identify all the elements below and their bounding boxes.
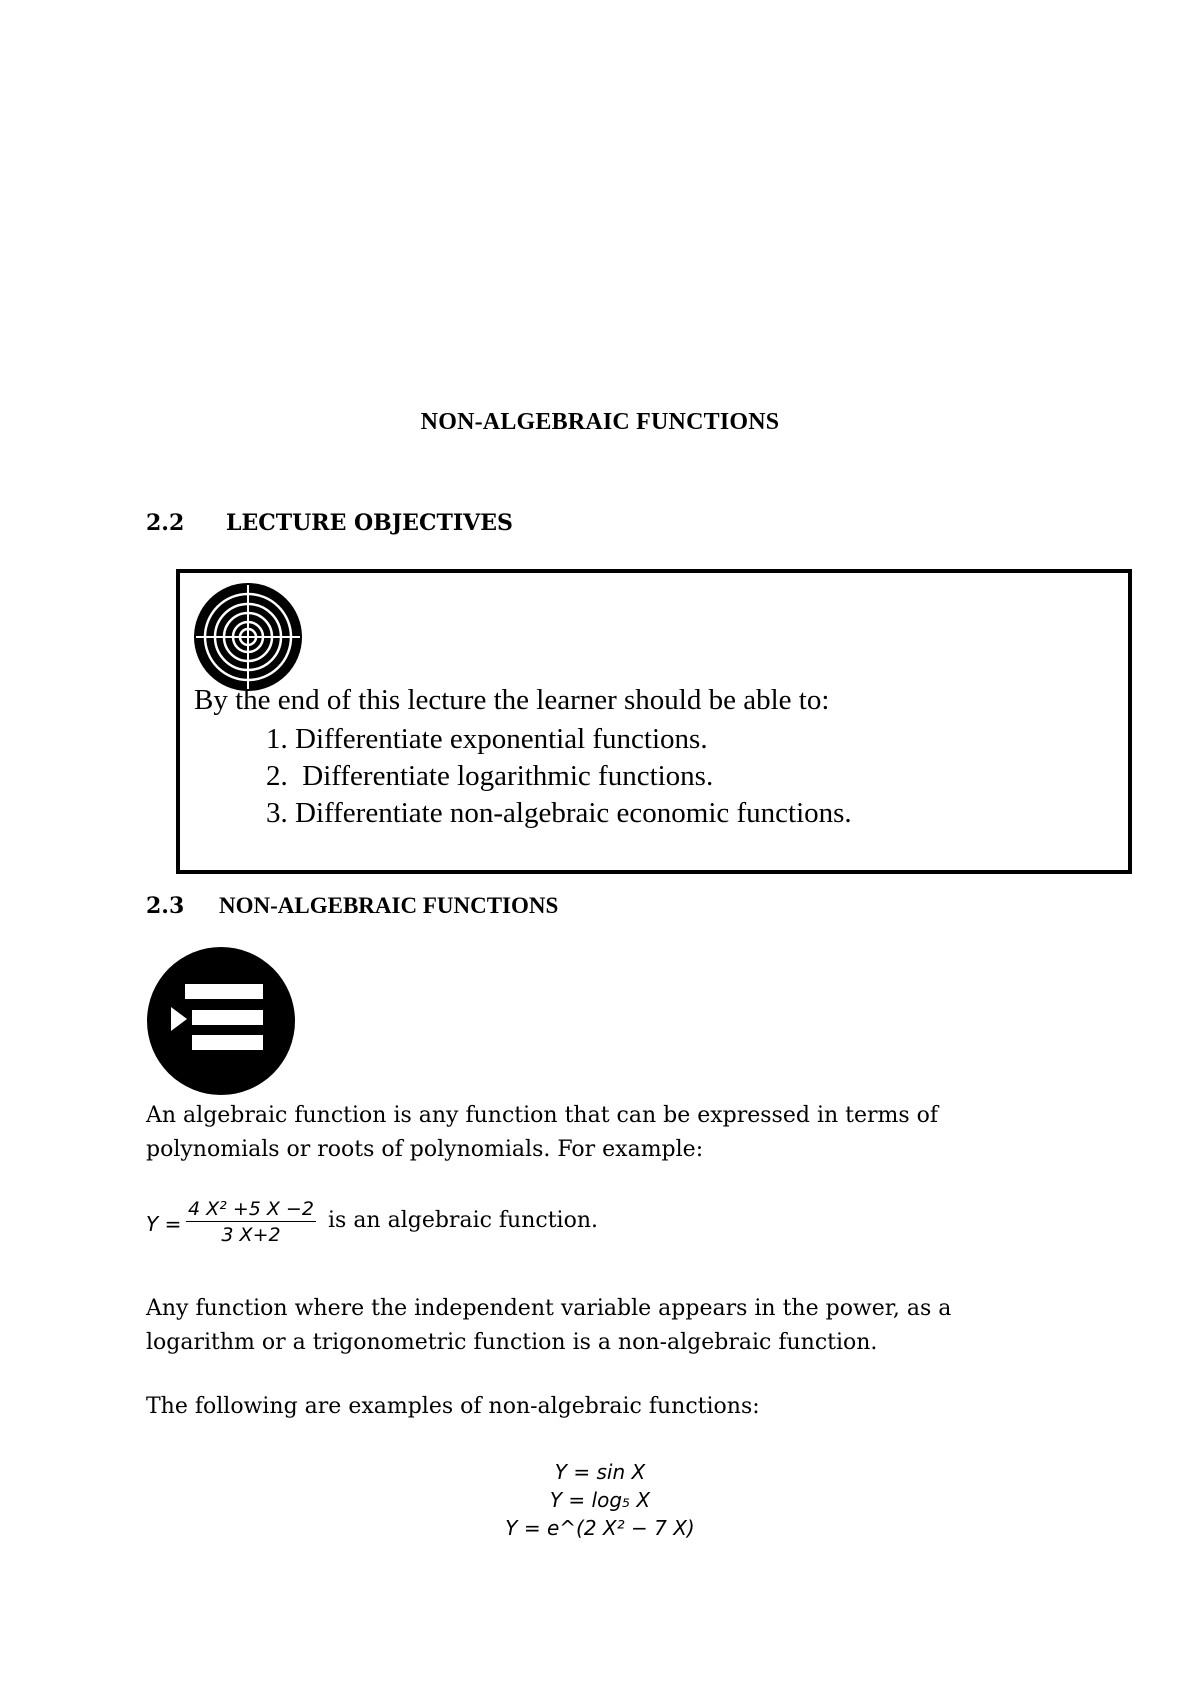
section-number: 2.3 bbox=[146, 893, 185, 919]
document-title: NON-ALGEBRAIC FUNCTIONS bbox=[420, 409, 780, 435]
section-title: LECTURE OBJECTIVES bbox=[226, 510, 513, 536]
section-heading-non-algebraic bbox=[146, 893, 558, 919]
formula-fraction bbox=[186, 1198, 316, 1246]
non-algebraic-definition: Any function where the independent variable appears in the power, as a logarithm or a trigonometric function is a non-algebraic function. bbox=[146, 1296, 952, 1355]
section-title: NON-ALGEBRAIC FUNCTIONS bbox=[219, 893, 559, 918]
objectives-intro: By the end of this lecture the learner should be able to: bbox=[194, 684, 830, 716]
objective-item: 2. Differentiate logarithmic functions. bbox=[266, 760, 714, 792]
example-sine: Y = sin X bbox=[554, 1460, 646, 1484]
list-icon bbox=[147, 947, 295, 1095]
example-exponential: Y = e^(2 X² − 7 X) bbox=[505, 1516, 695, 1540]
formula-denominator: 3 X+2 bbox=[221, 1224, 281, 1246]
section-heading-objectives bbox=[146, 510, 513, 536]
examples-list bbox=[0, 1458, 1200, 1542]
target-icon bbox=[194, 583, 302, 691]
examples-intro: The following are examples of non-algebraic functions: bbox=[146, 1394, 760, 1419]
formula-description: is an algebraic function. bbox=[328, 1208, 599, 1233]
section-number: 2.2 bbox=[146, 510, 185, 536]
objective-item: 3. Differentiate non-algebraic economic functions. bbox=[266, 797, 852, 829]
objectives-list bbox=[266, 721, 852, 832]
example-log: Y = log₅ X bbox=[549, 1488, 651, 1512]
formula-numerator: 4 X² +5 X −2 bbox=[186, 1198, 316, 1222]
formula-lhs: Y = bbox=[146, 1212, 182, 1236]
algebraic-definition: An algebraic function is any function that can be expressed in terms of polynomials or roots of polynomials. For example: bbox=[146, 1103, 939, 1162]
objectives-box bbox=[176, 569, 1132, 874]
objective-item: 1. Differentiate exponential functions. bbox=[266, 723, 708, 755]
